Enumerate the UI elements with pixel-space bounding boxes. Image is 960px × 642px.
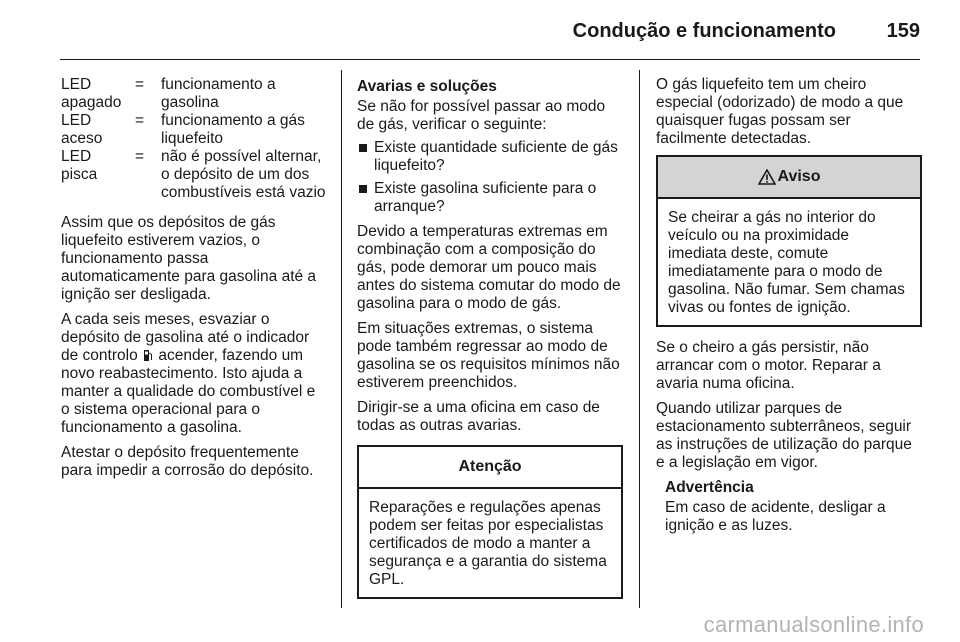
header-rule <box>60 59 920 60</box>
paragraph: Se não for possível passar ao modo de gás, verificar o seguinte: <box>357 98 606 133</box>
column-3 <box>656 76 922 535</box>
column-separator-2 <box>639 70 640 608</box>
warning-box-body: Se cheirar a gás no interior do veículo ou na proximidade imediata deste, comute imediatamente para o modo de gasolina. Não fumar. Sem chamas vivas ou fontes de ignição. <box>668 209 905 316</box>
paragraph: Quando utilizar parques de estacionamento subterrâneos, seguir as instruções de utilização do parque e a legislação em vigor. <box>656 400 912 471</box>
led-value: funcionamento a gás liquefeito <box>161 112 305 147</box>
column-2 <box>357 76 623 599</box>
note-heading: Advertência <box>665 479 754 496</box>
page-number: 159 <box>886 20 920 42</box>
column-1 <box>61 76 327 487</box>
warning-box-title: Aviso <box>658 157 920 199</box>
paragraph: Em situações extremas, o sistema pode também regressar ao modo de gasolina se os requisitos mínimos não estiverem preenchidos. <box>357 320 620 391</box>
led-value: não é possível alternar, o depósito de um dos combustíveis está vazio <box>161 148 326 201</box>
led-eq: = <box>135 148 145 165</box>
warning-triangle-icon <box>758 169 776 185</box>
attention-box-body: Reparações e regulações apenas podem ser feitas por especialistas certificados de modo a manter a segurança e a garantia do sistema GPL. <box>369 499 607 588</box>
led-value: funcionamento a gasolina <box>161 76 276 111</box>
paragraph: Devido a temperaturas extremas em combinação com a composição do gás, pode demorar um pouco mais antes do sistema comutar do modo de gasolina para o modo de gás. <box>357 223 621 312</box>
list-item: Existe quantidade suficiente de gás liquefeito? <box>357 139 623 175</box>
paragraph: Se o cheiro a gás persistir, não arrancar com o motor. Reparar a avaria numa oficina. <box>656 339 881 392</box>
watermark: carmanualsonline.info <box>703 612 924 637</box>
paragraph: A cada seis meses, esvaziar o depósito de gasolina até o indicador de controlo acender, fazendo um novo reabastecimento. Isto ajuda a manter a qualidade do combustível e o sistema operacional para o funcionamento a gasolina. <box>61 311 316 436</box>
page-header-title: Condução e funcionamento <box>572 20 836 42</box>
paragraph: Dirigir-se a uma oficina em caso de todas as outras avarias. <box>357 399 600 434</box>
paragraph: O gás liquefeito tem um cheiro especial (odorizado) de modo a que quaisquer fugas possam ser facilmente detectadas. <box>656 76 904 147</box>
note-body: Em caso de acidente, desligar a ignição e as luzes. <box>665 499 886 534</box>
attention-box <box>357 445 623 599</box>
list-item: Existe gasolina suficiente para o arranque? <box>357 180 623 216</box>
fuel-indicator-icon <box>143 349 153 362</box>
warning-box <box>656 155 922 327</box>
section-heading: Avarias e soluções <box>357 78 497 95</box>
paragraph: Atestar o depósito frequentemente para impedir a corrosão do depósito. <box>61 444 314 479</box>
advertencia-note <box>665 479 922 535</box>
column-separator-1 <box>341 70 342 608</box>
led-eq: = <box>135 112 145 129</box>
bullet-square-icon <box>359 185 367 193</box>
attention-box-title: Atenção <box>359 447 621 489</box>
led-label: LED pisca <box>61 148 98 183</box>
led-status-table <box>61 76 327 202</box>
paragraph: Assim que os depósitos de gás liquefeito estiverem vazios, o funcionamento passa automaticamente para gasolina até a ignição ser desligada. <box>61 214 317 303</box>
check-list <box>357 139 623 216</box>
led-eq: = <box>135 76 145 93</box>
bullet-square-icon <box>359 144 367 152</box>
led-label: LED aceso <box>61 112 103 147</box>
led-label: LED apagado <box>61 76 122 111</box>
